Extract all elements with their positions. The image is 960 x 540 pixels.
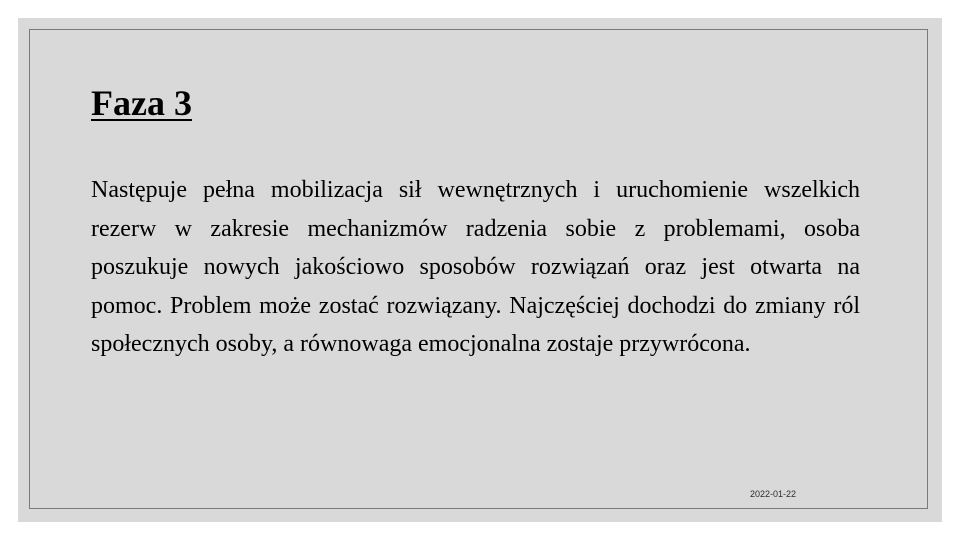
slide-title: Faza 3 [91, 83, 192, 123]
slide-body-text: Następuje pełna mobilizacja sił wewnętrznych i uruchomienie wszelkich rezerw w zakresie mechanizmów radzenia sobie z problemami, osoba poszukuje nowych jakościowo sposobów rozwiązań oraz jest otwarta na pomoc. Problem może zostać rozwiązany. Najczęściej dochodzi do zmiany ról społecznych osoby, a równowaga emocjonalna zostaje przywrócona. [91, 177, 860, 357]
slide [18, 18, 942, 522]
slide-date: 2022-01-22 [750, 489, 797, 499]
